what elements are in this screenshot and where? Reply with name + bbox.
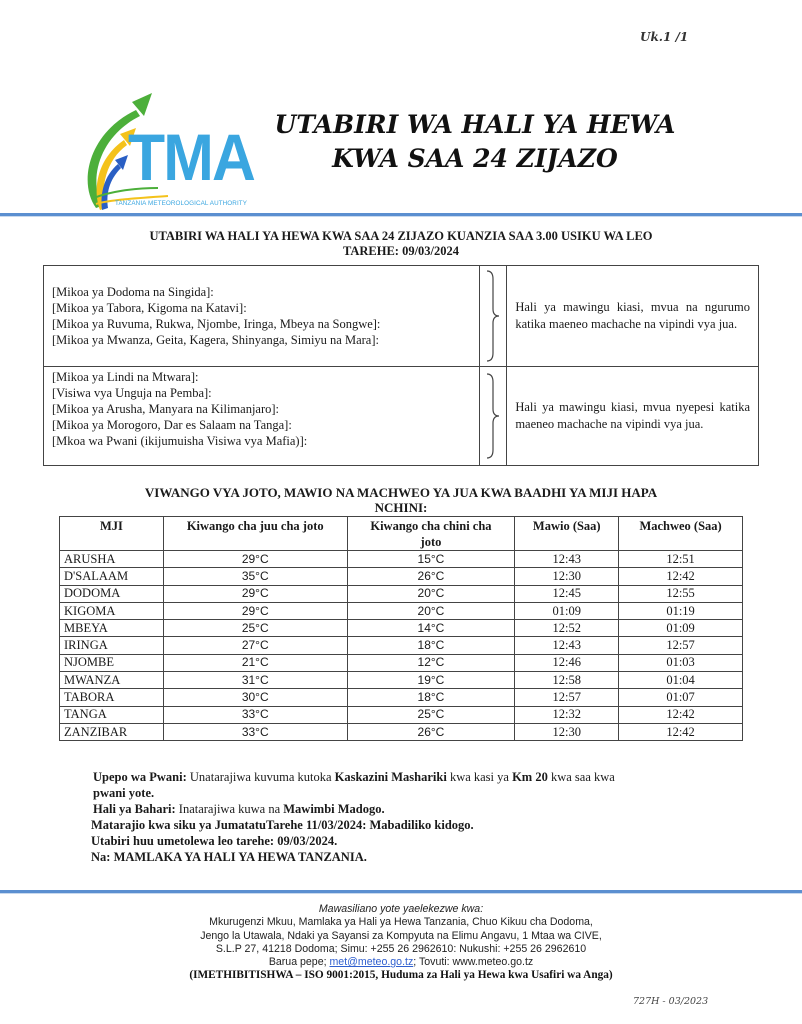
page-title	[240, 108, 710, 176]
cell-sunset: 01:09	[619, 620, 743, 637]
cell-max-temp: 33°C	[163, 723, 347, 740]
region-area: [Mikoa ya Arusha, Manyara na Kilimanjaro]:	[52, 402, 280, 416]
issued-text: Utabiri huu umetolewa leo tarehe: 09/03/2024.	[91, 834, 338, 848]
cell-max-temp: 29°C	[163, 602, 347, 619]
cell-max-temp: 29°C	[163, 585, 347, 602]
signature-text: Na: MAMLAKA YA HALI YA HEWA TANZANIA.	[91, 850, 367, 864]
header-min-temp: Kiwango cha chini cha joto	[347, 517, 515, 551]
cell-city: ARUSHA	[60, 551, 164, 568]
cell-min-temp: 18°C	[347, 689, 515, 706]
region-area: [Mikoa ya Mwanza, Geita, Kagera, Shinyanga, Simiyu na Mara]:	[52, 333, 379, 347]
cell-min-temp: 15°C	[347, 551, 515, 568]
cell-min-temp: 18°C	[347, 637, 515, 654]
outlook-text: Matarajio kwa siku ya JumatatuTarehe 11/03/2024: Mabadiliko kidogo.	[91, 818, 474, 832]
sea-label: Hali ya Bahari:	[93, 802, 176, 816]
coastal-wind-note	[93, 769, 733, 785]
cell-city: IRINGA	[60, 637, 164, 654]
cell-max-temp: 21°C	[163, 654, 347, 671]
table-row	[60, 672, 743, 689]
cell-min-temp: 26°C	[347, 568, 515, 585]
tma-logo	[78, 88, 255, 214]
region-row	[44, 266, 759, 367]
cell-sunrise: 12:43	[515, 637, 619, 654]
form-code: 727H - 03/2023	[633, 996, 709, 1007]
title-line-2: KWA SAA 24 ZIJAZO	[332, 144, 618, 173]
cell-city: ZANZIBAR	[60, 723, 164, 740]
wind-text: kwa saa kwa	[547, 770, 615, 784]
wind-text: kwa kasi ya	[446, 770, 513, 784]
cell-sunset: 01:04	[619, 672, 743, 689]
wind-text-cont: pwani yote.	[93, 786, 155, 800]
table-row	[60, 654, 743, 671]
footer-divider	[0, 890, 802, 893]
region-area: [Mkoa wa Pwani (ikijumuisha Visiwa vya Mafia)]:	[52, 434, 308, 448]
region-area: [Mikoa ya Dodoma na Singida]:	[52, 285, 214, 299]
cell-sunset: 01:07	[619, 689, 743, 706]
cell-max-temp: 29°C	[163, 551, 347, 568]
forecast-subheading	[0, 229, 802, 259]
header-city: MJI	[60, 517, 164, 551]
email-link[interactable]: met@meteo.go.tz	[329, 956, 414, 969]
footer-intro: Mawasiliano yote yaelekezwe kwa:	[318, 903, 484, 915]
cell-max-temp: 33°C	[163, 706, 347, 723]
region-areas	[44, 367, 480, 466]
cell-city: TABORA	[60, 689, 164, 706]
table-row	[60, 706, 743, 723]
website-text: ; Tovuti: www.meteo.go.tz	[413, 956, 534, 969]
certification-text: (IMETHIBITISHWA – ISO 9001:2015, Huduma za Hali ya Hewa kwa Usafiri wa Anga)	[189, 969, 613, 982]
title-line-1: UTABIRI WA HALI YA HEWA	[274, 110, 676, 139]
outlook-note	[91, 817, 733, 833]
logo-subtitle: TANZANIA METEOROLOGICAL AUTHORITY	[115, 200, 248, 207]
cell-min-temp: 26°C	[347, 723, 515, 740]
coastal-wind-note-cont	[93, 785, 733, 801]
table-row	[60, 637, 743, 654]
subheading-line-1: UTABIRI WA HALI YA HEWA KWA SAA 24 ZIJAZO KUANZIA SAA 3.00 USIKU WA LEO	[149, 229, 653, 243]
table-row	[60, 585, 743, 602]
cell-city: MBEYA	[60, 620, 164, 637]
cell-sunrise: 12:46	[515, 654, 619, 671]
cell-min-temp: 12°C	[347, 654, 515, 671]
cell-city: TANGA	[60, 706, 164, 723]
region-area: [Visiwa vya Unguja na Pemba]:	[52, 386, 212, 400]
cell-min-temp: 19°C	[347, 672, 515, 689]
cell-sunset: 01:19	[619, 602, 743, 619]
cell-sunset: 12:57	[619, 637, 743, 654]
page-number: Uk.1 /1	[640, 30, 689, 44]
footer-address-2: Jengo la Utawala, Ndaki ya Sayansi za Kompyuta na Elimu Angavu, 1 Mtaa wa CIVE,	[200, 929, 602, 942]
region-areas	[44, 266, 480, 367]
region-forecast: Hali ya mawingu kiasi, mvua na ngurumo katika maeneo machache na vipindi vya jua.	[507, 266, 759, 367]
cell-max-temp: 25°C	[163, 620, 347, 637]
sea-state: Mawimbi Madogo.	[283, 802, 385, 816]
wind-speed: Km 20	[512, 770, 548, 784]
issued-note	[91, 833, 733, 849]
wind-direction: Kaskazini Mashariki	[334, 770, 447, 784]
table-row	[60, 551, 743, 568]
cell-sunrise: 01:09	[515, 602, 619, 619]
temperature-section-title	[40, 485, 762, 515]
sea-state-note	[93, 801, 733, 817]
cell-sunset: 12:42	[619, 568, 743, 585]
brace-cell	[480, 266, 507, 367]
notes-section	[93, 769, 733, 865]
email-label: Barua pepe;	[268, 956, 330, 969]
cell-sunrise: 12:58	[515, 672, 619, 689]
signature-note	[91, 849, 733, 865]
table-row	[60, 689, 743, 706]
right-brace-icon	[485, 269, 501, 363]
cell-min-temp: 20°C	[347, 585, 515, 602]
header-sunrise: Mawio (Saa)	[515, 517, 619, 551]
cell-city: MWANZA	[60, 672, 164, 689]
temperature-title-line-1: VIWANGO VYA JOTO, MAWIO NA MACHWEO YA JUA KWA BAADHI YA MIJI HAPA	[144, 485, 658, 500]
region-row	[44, 367, 759, 466]
cell-sunrise: 12:30	[515, 568, 619, 585]
cell-city: KIGOMA	[60, 602, 164, 619]
contact-footer	[0, 903, 802, 983]
cell-max-temp: 30°C	[163, 689, 347, 706]
brace-cell	[480, 367, 507, 466]
cell-sunset: 12:55	[619, 585, 743, 602]
cell-sunrise: 12:45	[515, 585, 619, 602]
region-area: [Mikoa ya Tabora, Kigoma na Katavi]:	[52, 301, 247, 315]
cell-city: D'SALAAM	[60, 568, 164, 585]
temperature-header-row	[60, 517, 743, 551]
logo-text: TMA	[128, 120, 255, 194]
footer-address-3: S.L.P 27, 41218 Dodoma; Simu: +255 26 2962610: Nukushi: +255 26 2962610	[215, 942, 587, 955]
cell-sunset: 12:42	[619, 723, 743, 740]
cell-max-temp: 31°C	[163, 672, 347, 689]
cell-sunrise: 12:30	[515, 723, 619, 740]
cell-sunset: 01:03	[619, 654, 743, 671]
cell-sunset: 12:51	[619, 551, 743, 568]
cell-min-temp: 14°C	[347, 620, 515, 637]
temperature-title-line-2: NCHINI:	[374, 500, 428, 515]
cell-sunrise: 12:43	[515, 551, 619, 568]
table-row	[60, 723, 743, 740]
cell-sunrise: 12:57	[515, 689, 619, 706]
table-row	[60, 620, 743, 637]
region-area: [Mikoa ya Morogoro, Dar es Salaam na Tanga]:	[52, 418, 292, 432]
cell-max-temp: 27°C	[163, 637, 347, 654]
cell-min-temp: 25°C	[347, 706, 515, 723]
cell-sunset: 12:42	[619, 706, 743, 723]
subheading-date: TAREHE: 09/03/2024	[342, 244, 460, 258]
temperature-table	[59, 516, 743, 741]
footer-address-1: Mkurugenzi Mkuu, Mamlaka ya Hali ya Hewa Tanzania, Chuo Kikuu cha Dodoma,	[209, 916, 593, 929]
cell-sunrise: 12:32	[515, 706, 619, 723]
regional-forecast-table	[43, 265, 759, 466]
region-area: [Mikoa ya Lindi na Mtwara]:	[52, 370, 199, 384]
table-row	[60, 602, 743, 619]
temperature-table-body	[60, 551, 743, 741]
wind-text: Unatarajiwa kuvuma kutoka	[186, 770, 335, 784]
cell-city: DODOMA	[60, 585, 164, 602]
region-area: [Mikoa ya Ruvuma, Rukwa, Njombe, Iringa, Mbeya na Songwe]:	[52, 317, 381, 331]
footer-contact	[0, 956, 802, 969]
cell-sunrise: 12:52	[515, 620, 619, 637]
cell-city: NJOMBE	[60, 654, 164, 671]
header-max-temp: Kiwango cha juu cha joto	[163, 517, 347, 551]
region-forecast: Hali ya mawingu kiasi, mvua nyepesi katika maeneo machache na vipindi vya jua.	[507, 367, 759, 466]
wind-label: Upepo wa Pwani:	[93, 770, 187, 784]
right-brace-icon	[485, 372, 501, 460]
header-sunset: Machweo (Saa)	[619, 517, 743, 551]
header-divider	[0, 213, 802, 216]
table-row	[60, 568, 743, 585]
cell-min-temp: 20°C	[347, 602, 515, 619]
sea-text: Inatarajiwa kuwa na	[175, 802, 284, 816]
cell-max-temp: 35°C	[163, 568, 347, 585]
